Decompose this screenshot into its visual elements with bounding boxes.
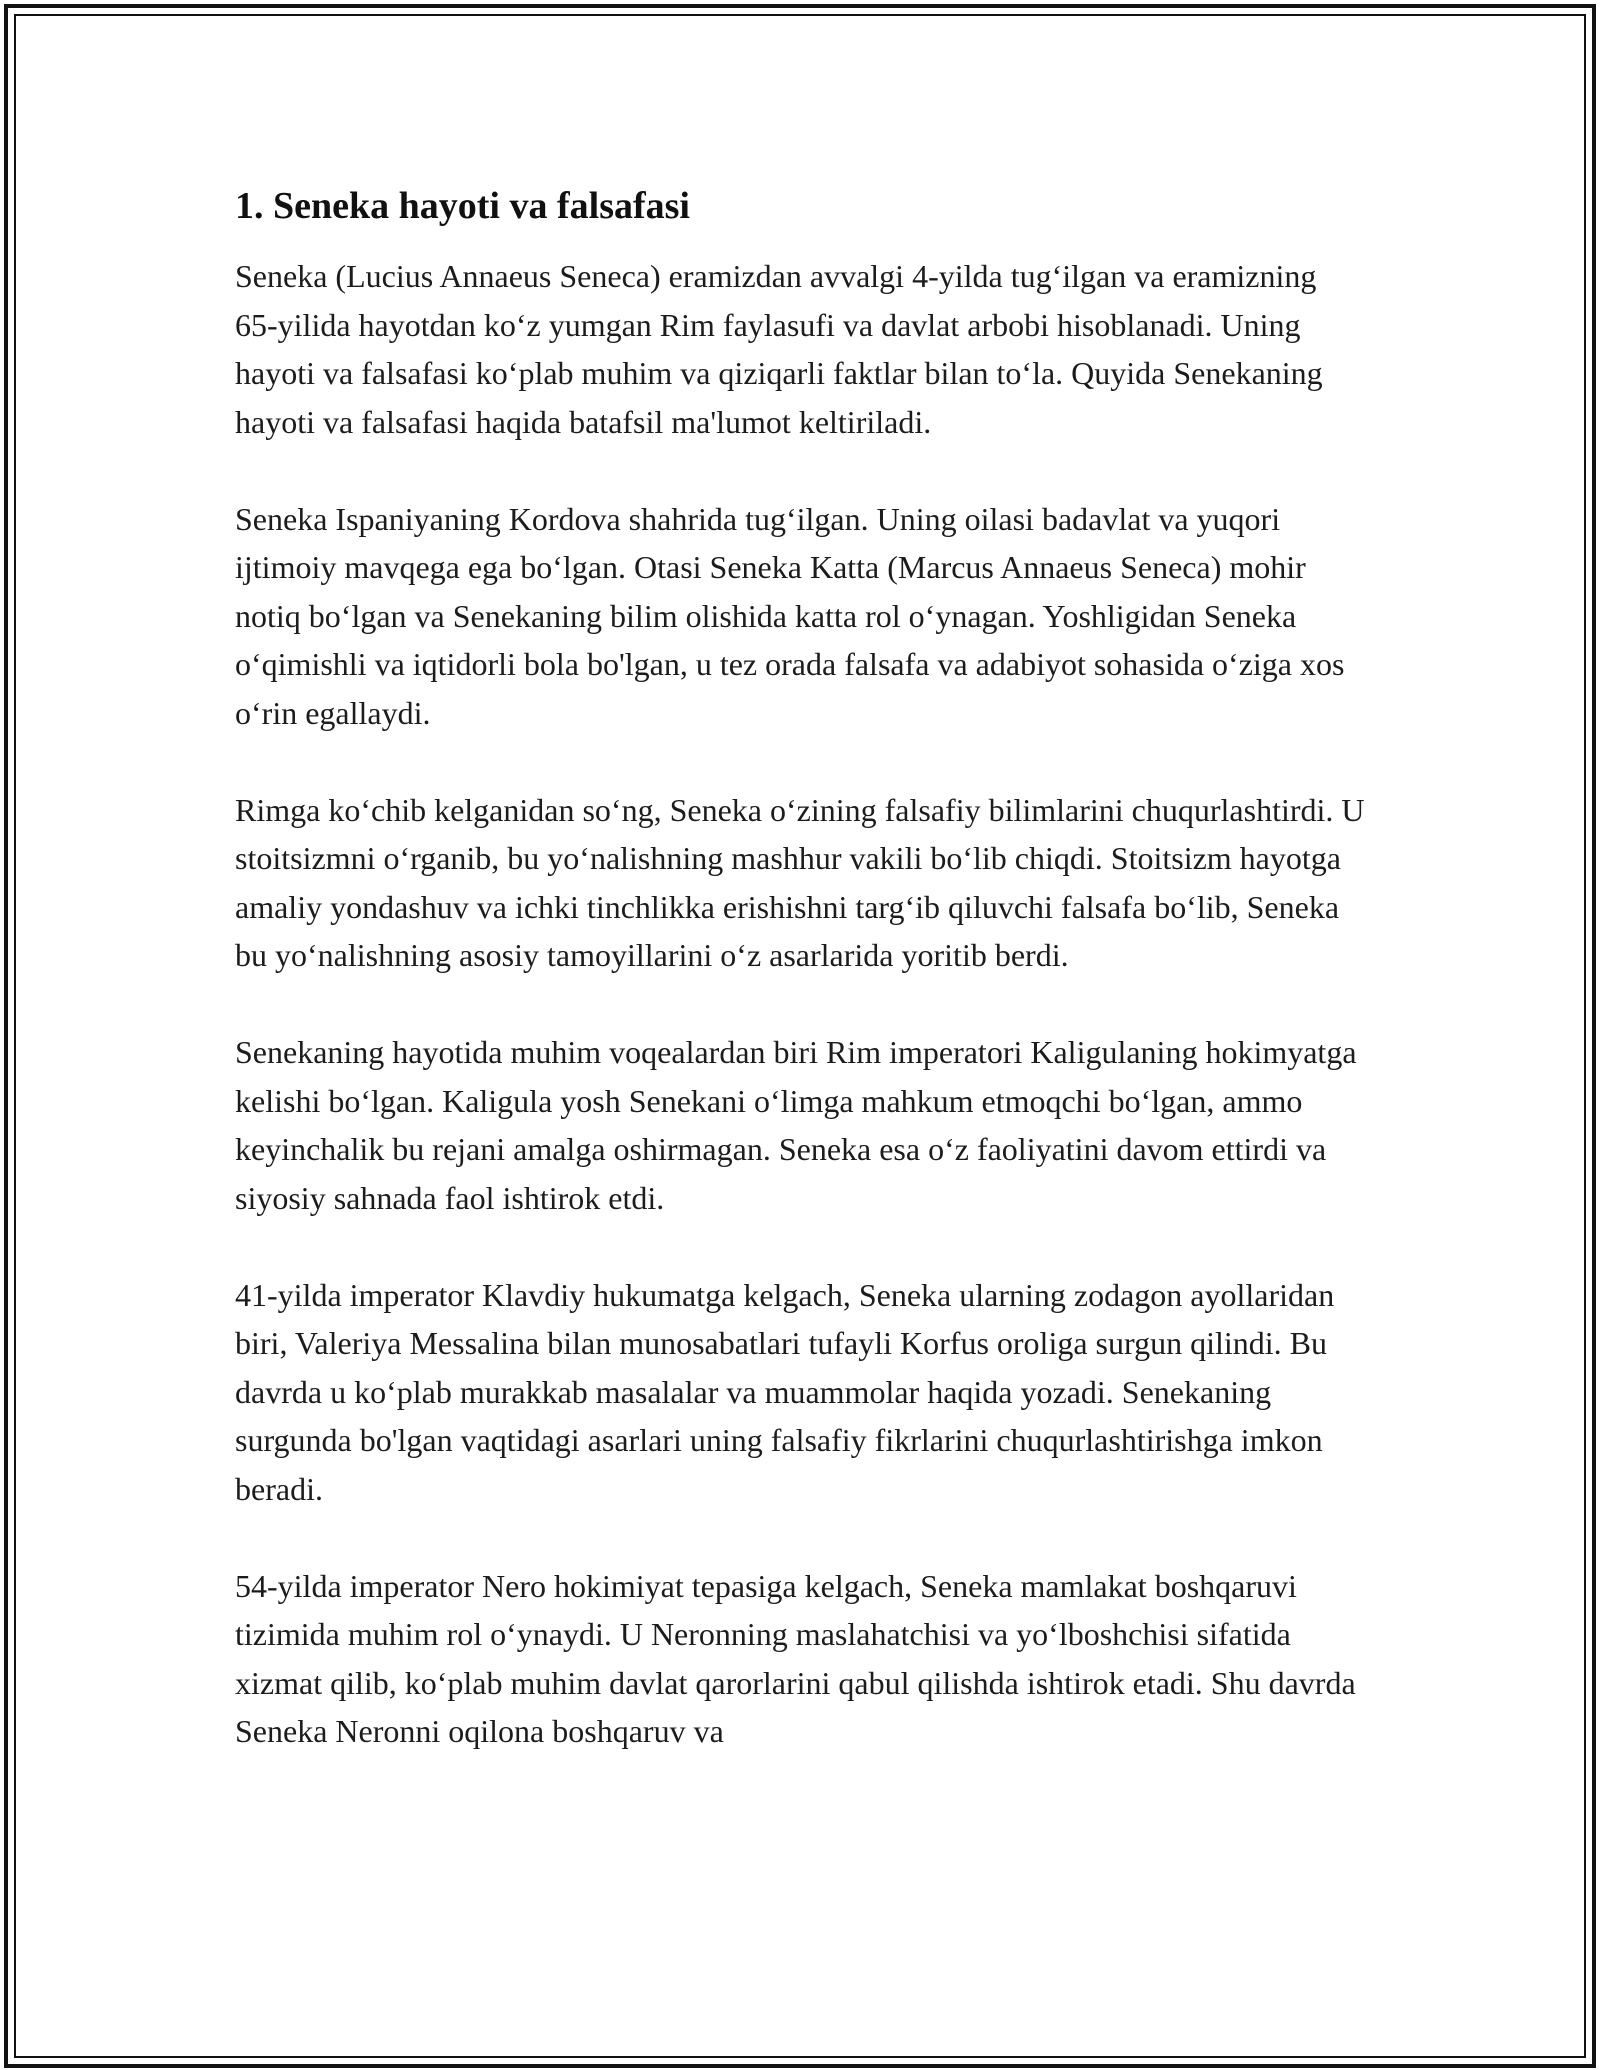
paragraph-birth: Seneka Ispaniyaning Kordova shahrida tug‘ilgan. Uning oilasi badavlat va yuqori ijtimoiy mavqega ega bo‘lgan. Otasi Seneka Katta (Marcus Annaeus Seneca) mohir notiq bo‘lgan va Senekaning bilim olishida katta rol o‘ynagan. Yoshligidan Seneka o‘qimishli va iqtidorli bola bo'lgan, u tez orada falsafa va adabiyot sohasida o‘ziga xos o‘rin egallaydi. xyxy=(235,500,1345,731)
paragraph-nero: 54-yilda imperator Nero hokimiyat tepasiga kelgach, Seneka mamlakat boshqaruvi tizimida muhim rol o‘ynaydi. U Neronning maslahatchisi va yo‘lboshchisi sifatida xizmat qilib, ko‘plab muhim davlat qarorlarini qabul qilishda ishtirok etadi. Shu davrda Seneka Neronni oqilona boshqaruv va xyxy=(235,1567,1356,1749)
paragraph-intro: Seneka (Lucius Annaeus Seneca) eramizdan avvalgi 4-yilda tug‘ilgan va eramizning 65-yilida hayotdan ko‘z yumgan Rim faylasufi va davlat arbobi hisoblanadi. Uning hayoti va falsafasi ko‘plab muhim va qiziqarli faktlar bilan to‘la. Quyida Senekaning hayoti va falsafasi haqida batafsil ma'lumot keltiriladi. xyxy=(235,258,1323,440)
document-body xyxy=(235,184,1365,1756)
section-heading: 1. Seneka hayoti va falsafasi xyxy=(235,185,690,227)
paragraph-stoicism: Rimga ko‘chib kelganidan so‘ng, Seneka o‘zining falsafiy bilimlarini chuqurlashtirdi. U stoitsizmni o‘rganib, bu yo‘nalishning mashhur vakili bo‘lib chiqdi. Stoitsizm hayotga amaliy yondashuv va ichki tinchlikka erishishni targ‘ib qiluvchi falsafa bo‘lib, Seneka bu yo‘nalishning asosiy tamoyillarini o‘z asarlarida yoritib berdi. xyxy=(235,791,1365,973)
paragraph-exile: 41-yilda imperator Klavdiy hukumatga kelgach, Seneka ularning zodagon ayollaridan biri, Valeriya Messalina bilan munosabatlari tufayli Korfus oroliga surgun qilindi. Bu davrda u ko‘plab murakkab masalalar va muammolar haqida yozadi. Senekaning surgunda bo'lgan vaqtidagi asarlari uning falsafiy fikrlarini chuqurlashtirishga imkon beradi. xyxy=(235,1276,1335,1507)
paragraph-caligula: Senekaning hayotida muhim voqealardan biri Rim imperatori Kaligulaning hokimyatga kelishi bo‘lgan. Kaligula yosh Senekani o‘limga mahkum etmoqchi bo‘lgan, ammo keyinchalik bu rejani amalga oshirmagan. Seneka esa o‘z faoliyatini davom ettirdi va siyosiy sahnada faol ishtirok etdi. xyxy=(235,1034,1357,1216)
